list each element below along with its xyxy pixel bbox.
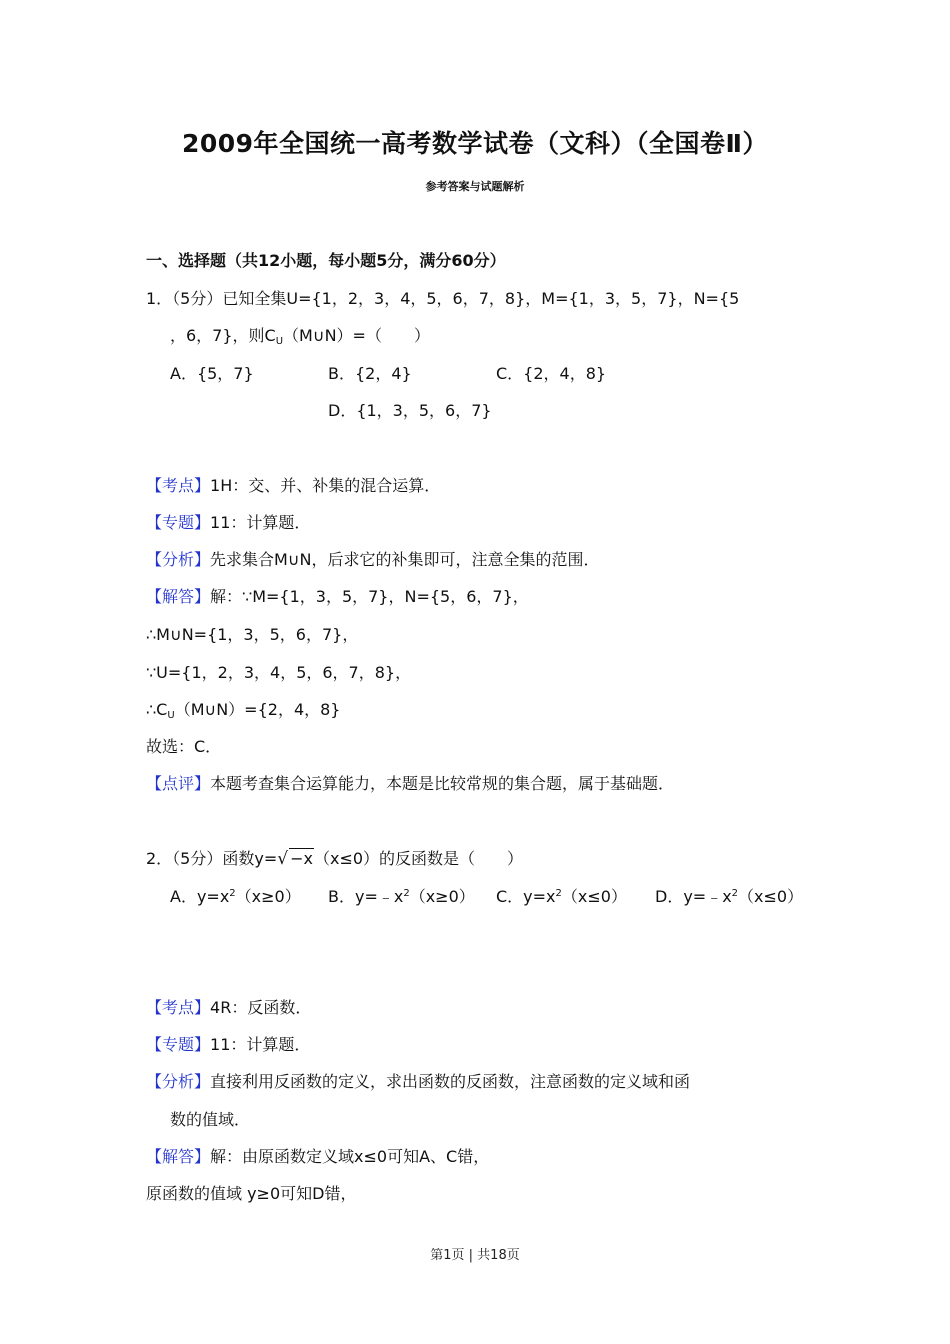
q2-option-c bbox=[496, 884, 627, 907]
page-title: 2009年全国统一高考数学试卷（文科）（全国卷Ⅱ） bbox=[181, 129, 769, 158]
q2-stem-text: 2．（5分）函数y= bbox=[146, 849, 278, 868]
q2-kaodian bbox=[146, 995, 311, 1018]
jieda-tag: 【解答】 bbox=[146, 1147, 211, 1166]
option-text: （x≥0） bbox=[235, 887, 301, 906]
superscript: 2 bbox=[229, 888, 236, 899]
section-heading: 一、选择题（共12小题，每小题5分，满分60分） bbox=[146, 251, 506, 270]
dianping-tag: 【点评】 bbox=[146, 774, 211, 793]
subscript: U bbox=[275, 336, 284, 347]
option-text: （x≤0） bbox=[738, 887, 804, 906]
page-subtitle: 参考答案与试题解析 bbox=[425, 180, 525, 193]
kaodian-tag: 【考点】 bbox=[146, 998, 211, 1017]
fenxi-text: 先求集合M∪N，后求它的补集即可，注意全集的范围． bbox=[210, 550, 600, 569]
q1-stem-line1: 1．（5分）已知全集U={1，2，3，4，5，6，7，8}，M={1，3，5，7}，N={5 bbox=[146, 289, 740, 308]
option-text: A．y=x bbox=[170, 887, 230, 906]
option-text: C．y=x bbox=[496, 887, 556, 906]
option-text: D．y=﹣x bbox=[655, 887, 732, 906]
q2-option-b bbox=[328, 884, 475, 907]
superscript: 2 bbox=[403, 888, 410, 899]
q1-fenxi bbox=[146, 547, 600, 570]
option-text: （x≥0） bbox=[409, 887, 475, 906]
q1-solution-line4 bbox=[146, 697, 340, 721]
solution-text: ∴C bbox=[146, 700, 168, 719]
jieda-tag: 【解答】 bbox=[146, 587, 211, 606]
dianping-text: 本题考查集合运算能力，本题是比较常规的集合题，属于基础题． bbox=[210, 774, 675, 793]
zhuanti-tag: 【专题】 bbox=[146, 513, 211, 532]
q1-stem-text: ，6，7}，则C bbox=[170, 326, 276, 345]
kaodian-tag: 【考点】 bbox=[146, 476, 211, 495]
q1-option-c: C．{2，4，8} bbox=[496, 364, 607, 383]
kaodian-text: 1H：交、并、补集的混合运算． bbox=[210, 476, 441, 495]
q2-jieda bbox=[146, 1144, 489, 1167]
q1-option-d: D．{1，3，5，6，7} bbox=[328, 401, 492, 420]
q1-option-b: B．{2，4} bbox=[328, 364, 412, 383]
fenxi-tag: 【分析】 bbox=[146, 1072, 211, 1091]
solution-text: （M∪N）={2，4，8} bbox=[174, 700, 341, 719]
q2-solution-line2: 原函数的值域 y≥0可知D错， bbox=[146, 1184, 357, 1203]
jieda-text: 解：由原函数定义域x≤0可知A、C错， bbox=[210, 1147, 490, 1166]
q1-solution-line2: ∴M∪N={1，3，5，6，7}， bbox=[146, 625, 359, 644]
superscript: 2 bbox=[731, 888, 739, 899]
q1-stem-line2 bbox=[170, 323, 430, 347]
q2-stem-text: （x≤0）的反函数是（ ） bbox=[313, 849, 524, 868]
q2-zhuanti bbox=[146, 1032, 310, 1055]
kaodian-text: 4R：反函数． bbox=[210, 998, 312, 1017]
q1-zhuanti bbox=[146, 510, 310, 533]
zhuanti-tag: 【专题】 bbox=[146, 1035, 211, 1054]
page-footer: 第1页 | 共18页 bbox=[430, 1248, 520, 1263]
q2-fenxi-cont: 数的值域． bbox=[170, 1110, 251, 1129]
fenxi-text: 直接利用反函数的定义，求出函数的反函数，注意函数的定义域和函 bbox=[210, 1072, 691, 1091]
q1-kaodian bbox=[146, 473, 440, 496]
jieda-text: 解：∵M={1，3，5，7}，N={5，6，7}， bbox=[210, 587, 529, 606]
superscript: 2 bbox=[555, 888, 562, 899]
subscript: U bbox=[167, 710, 175, 721]
sqrt-icon: √ bbox=[277, 849, 289, 869]
q1-stem-text: （M∪N）=（ ） bbox=[283, 326, 430, 345]
fenxi-tag: 【分析】 bbox=[146, 550, 211, 569]
q2-option-a bbox=[170, 884, 301, 907]
q2-stem bbox=[146, 846, 523, 869]
q2-option-d bbox=[655, 884, 803, 907]
q2-fenxi bbox=[146, 1069, 690, 1092]
option-text: B．y=﹣x bbox=[328, 887, 404, 906]
q1-dianping bbox=[146, 771, 674, 794]
q1-answer: 故选：C． bbox=[146, 737, 222, 756]
zhuanti-text: 11：计算题． bbox=[210, 513, 311, 532]
q1-jieda bbox=[146, 584, 529, 607]
q1-option-a: A．{5，7} bbox=[170, 364, 254, 383]
radicand: −x bbox=[290, 849, 313, 868]
option-text: （x≤0） bbox=[561, 887, 627, 906]
zhuanti-text: 11：计算题． bbox=[210, 1035, 311, 1054]
q1-solution-line3: ∵U={1，2，3，4，5，6，7，8}， bbox=[146, 663, 412, 682]
